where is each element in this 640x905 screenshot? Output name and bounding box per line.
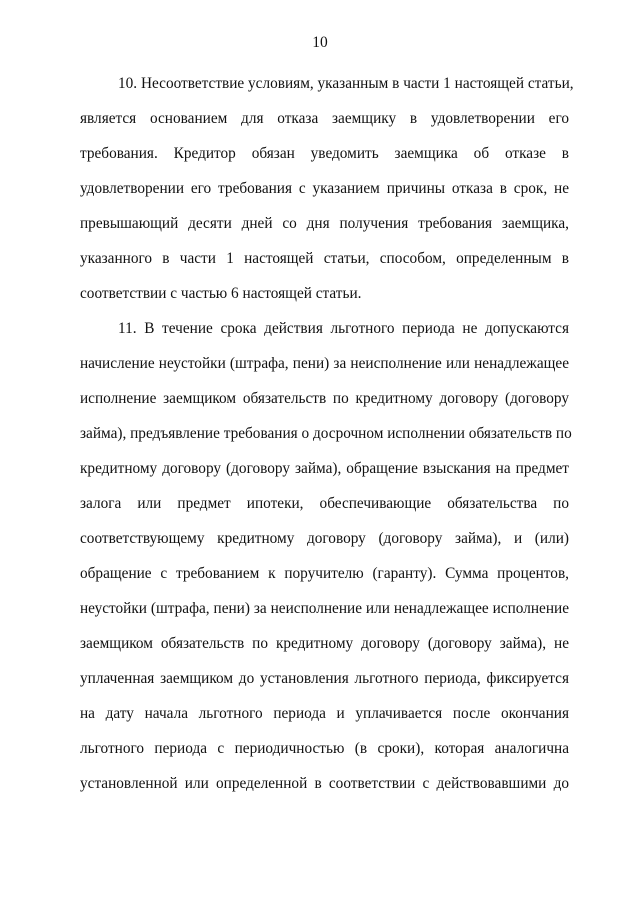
paragraph-11-line: установленной или определенной в соответствии с действовавшими до — [80, 775, 569, 792]
paragraph-11-line: на дату начала льготного периода и уплачивается после окончания — [80, 705, 569, 722]
paragraph-11-line: начисление неустойки (штрафа, пени) за неисполнение или ненадлежащее — [80, 355, 569, 372]
page-number: 10 — [312, 34, 328, 51]
paragraph-10-line: соответствии с частью 6 настоящей статьи. — [80, 285, 362, 302]
paragraph-11-line: неустойки (штрафа, пени) за неисполнение или ненадлежащее исполнение — [80, 600, 569, 617]
paragraph-11-line: займа), предъявление требования о досрочном исполнении обязательств по — [80, 425, 572, 442]
paragraph-11-line: уплаченная заемщиком до установления льготного периода, фиксируется — [80, 670, 569, 687]
paragraph-10-line: требования. Кредитор обязан уведомить заемщика об отказе в — [80, 145, 569, 162]
paragraph-11-line: льготного периода с периодичностью (в сроки), которая аналогична — [80, 740, 569, 757]
paragraph-10-line: превышающий десяти дней со дня получения требования заемщика, — [80, 215, 569, 232]
paragraph-11-line: исполнение заемщиком обязательств по кредитному договору (договору — [80, 390, 569, 407]
paragraph-10-line: 10. Несоответствие условиям, указанным в части 1 настоящей статьи, — [118, 75, 574, 92]
paragraph-11-line: 11. В течение срока действия льготного периода не допускаются — [118, 320, 569, 337]
paragraph-11-line: обращение с требованием к поручителю (гаранту). Сумма процентов, — [80, 565, 569, 582]
paragraph-11-line: залога или предмет ипотеки, обеспечивающие обязательства по — [80, 495, 569, 512]
paragraph-11-line: соответствующему кредитному договору (договору займа), и (или) — [80, 530, 569, 547]
paragraph-11-line: заемщиком обязательств по кредитному договору (договору займа), не — [80, 635, 569, 652]
paragraph-11-line: кредитному договору (договору займа), обращение взыскания на предмет — [80, 460, 569, 477]
paragraph-10-line: удовлетворении его требования с указанием причины отказа в срок, не — [80, 180, 569, 197]
paragraph-10-line: указанного в части 1 настоящей статьи, способом, определенным в — [80, 250, 569, 267]
paragraph-10-line: является основанием для отказа заемщику в удовлетворении его — [80, 110, 569, 127]
